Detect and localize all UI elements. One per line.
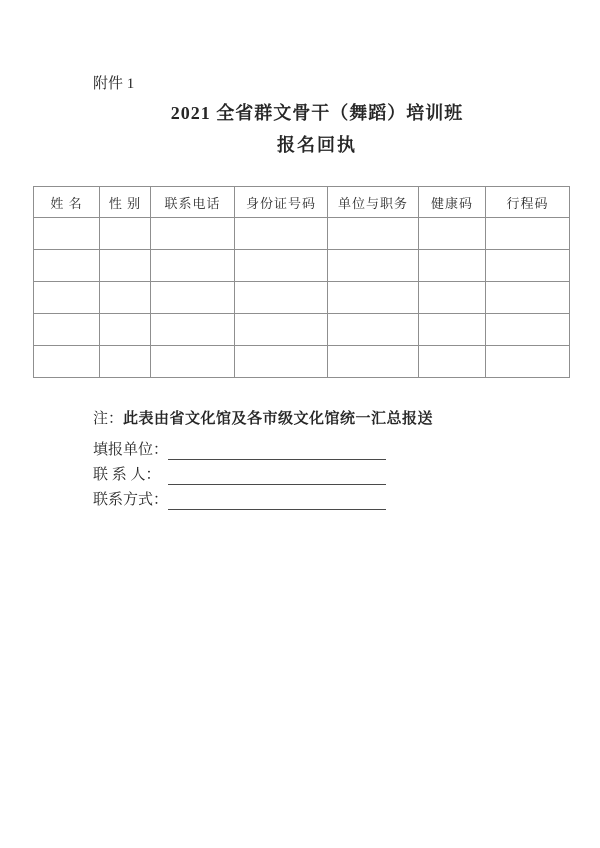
form-fields [93, 435, 386, 510]
table-cell [100, 218, 151, 250]
table-cell [151, 346, 235, 378]
table-cell [151, 250, 235, 282]
table-cell [328, 314, 419, 346]
table-cell [235, 314, 328, 346]
document-title: 2021 全省群文骨干（舞蹈）培训班 [170, 103, 464, 123]
table-header-cell: 联系电话 [151, 187, 235, 218]
table-header-cell: 姓 名 [34, 187, 100, 218]
table-cell [151, 314, 235, 346]
note-prefix: 注： [93, 411, 124, 427]
table-row [34, 250, 570, 282]
table-cell [486, 218, 570, 250]
table-cell [235, 250, 328, 282]
form-field-label: 填报单位： [93, 442, 169, 458]
table-header-cell: 身份证号码 [235, 187, 328, 218]
table-cell [100, 314, 151, 346]
table-cell [100, 250, 151, 282]
table-row [34, 282, 570, 314]
table-header-cell: 行程码 [486, 187, 570, 218]
table-cell [235, 346, 328, 378]
note-text: 此表由省文化馆及各市级文化馆统一汇总报送 [123, 411, 434, 427]
table-header-row [34, 187, 570, 218]
form-field-row [93, 435, 386, 460]
title-block [17, 100, 600, 158]
table-cell [34, 218, 100, 250]
table-cell [419, 218, 486, 250]
table-cell [486, 346, 570, 378]
table-row [34, 314, 570, 346]
note-line [93, 410, 433, 429]
table-cell [486, 282, 570, 314]
registration-table [33, 186, 570, 378]
table-cell [419, 250, 486, 282]
table-cell [151, 218, 235, 250]
table-cell [486, 314, 570, 346]
form-field-row [93, 460, 386, 485]
document-subtitle: 报名回执 [277, 135, 357, 155]
form-field-underline [168, 491, 386, 510]
table-header-cell: 性 别 [100, 187, 151, 218]
form-field-row [93, 485, 386, 510]
form-field-underline [168, 441, 386, 460]
form-field-underline [168, 466, 386, 485]
attachment-label: 附件 1 [93, 76, 135, 92]
table-cell [328, 282, 419, 314]
table-header-cell: 单位与职务 [328, 187, 419, 218]
table-cell [34, 346, 100, 378]
table-row [34, 346, 570, 378]
table-header-cell: 健康码 [419, 187, 486, 218]
table-cell [151, 282, 235, 314]
table-cell [34, 250, 100, 282]
table-cell [328, 250, 419, 282]
table-cell [34, 282, 100, 314]
form-field-label: 联系方式： [93, 492, 169, 508]
table-cell [419, 314, 486, 346]
table-body [34, 218, 570, 378]
table-cell [486, 250, 570, 282]
table-cell [419, 346, 486, 378]
table-cell [328, 346, 419, 378]
table-cell [235, 282, 328, 314]
table-cell [235, 218, 328, 250]
table-cell [100, 346, 151, 378]
table-cell [34, 314, 100, 346]
table-row [34, 218, 570, 250]
table-cell [100, 282, 151, 314]
form-field-label: 联 系 人： [93, 467, 161, 483]
table-cell [328, 218, 419, 250]
table-cell [419, 282, 486, 314]
